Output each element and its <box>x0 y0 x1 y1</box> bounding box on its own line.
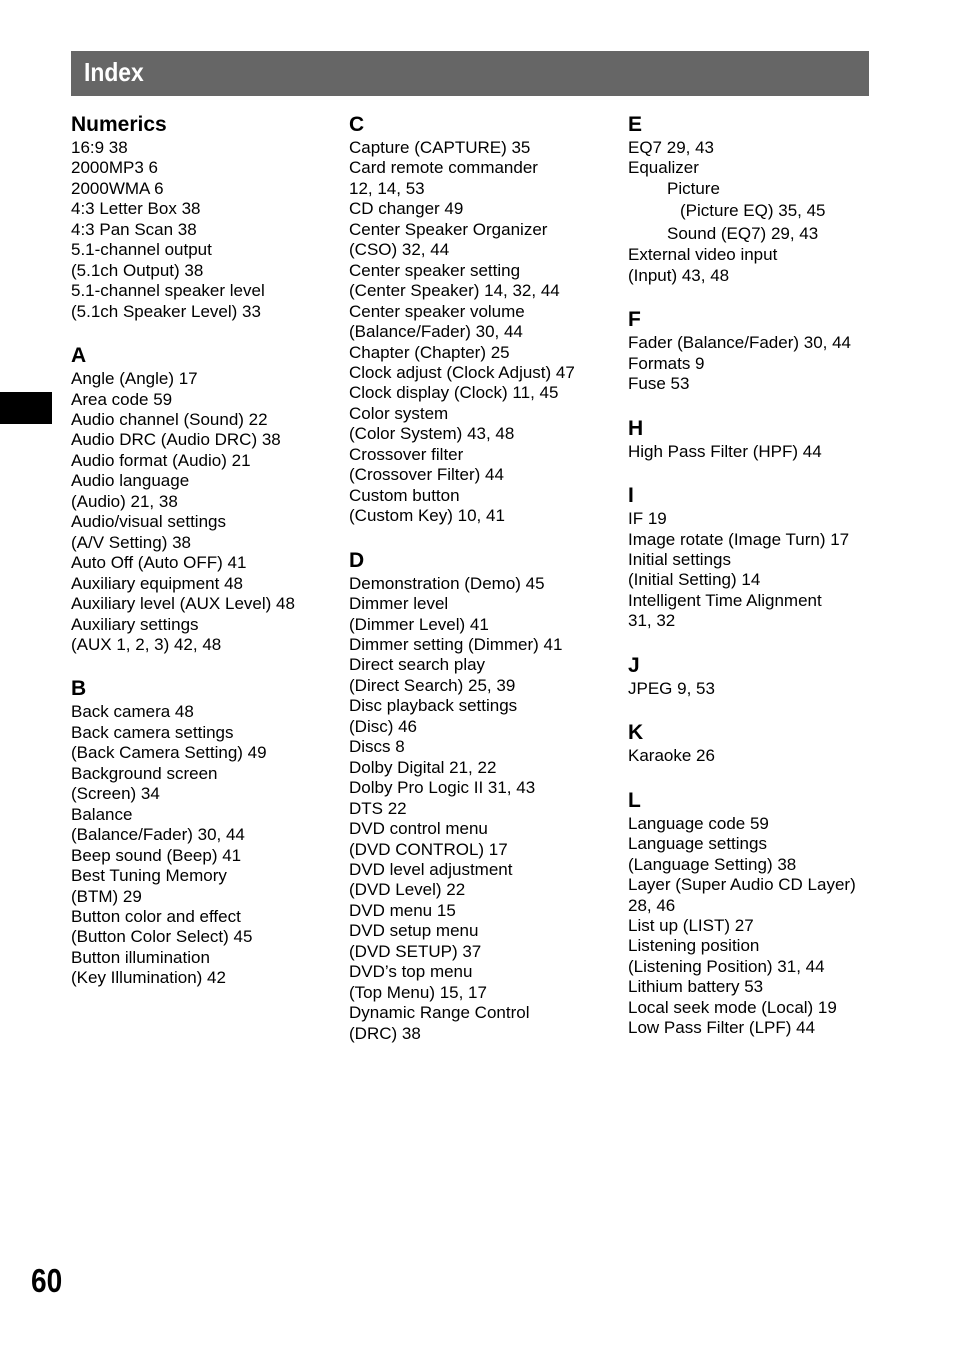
index-entry-list <box>628 746 898 766</box>
index-entry: Back camera settings <box>71 722 234 742</box>
index-title-banner <box>71 51 869 96</box>
index-entry: List up (LIST) 27 <box>628 915 754 935</box>
index-entry: Lithium battery 53 <box>628 977 764 997</box>
index-section <box>628 787 898 1039</box>
index-column-2 <box>349 111 619 1044</box>
index-entry-list <box>71 369 341 655</box>
section-heading: J <box>628 653 640 677</box>
index-entry: (Screen) 34 <box>71 784 160 804</box>
index-entry: (Key Illumination) 42 <box>71 968 226 988</box>
index-entry: Best Tuning Memory <box>71 866 227 886</box>
index-entry: Dynamic Range Control <box>349 1003 530 1023</box>
index-entry: 31, 32 <box>628 611 676 631</box>
index-entry: External video input <box>628 245 778 265</box>
section-heading: I <box>628 484 634 508</box>
index-entry: (A/V Setting) 38 <box>71 532 192 552</box>
index-entry: Picture <box>667 178 720 198</box>
index-entry: Auto Off (Auto OFF) 41 <box>71 553 247 573</box>
index-entry: (Crossover Filter) 44 <box>349 465 504 485</box>
index-entry: Auxiliary settings <box>71 614 199 634</box>
index-entry: Chapter (Chapter) 25 <box>349 342 510 362</box>
index-section <box>71 342 341 655</box>
index-entry: Fader (Balance/Fader) 30, 44 <box>628 333 852 353</box>
index-entry: Color system <box>349 403 449 423</box>
index-entry: (Color System) 43, 48 <box>349 424 515 444</box>
index-entry: Audio DRC (Audio DRC) 38 <box>71 430 281 450</box>
index-section <box>71 675 341 988</box>
index-entry: High Pass Filter (HPF) 44 <box>628 441 822 461</box>
index-entry: DVD menu 15 <box>349 900 456 920</box>
index-entry: Button illumination <box>71 947 210 967</box>
index-entry-list <box>628 442 898 462</box>
index-entry: Karaoke 26 <box>628 746 715 766</box>
index-entry: Card remote commander <box>349 158 538 178</box>
index-entry: (Balance/Fader) 30, 44 <box>349 322 523 342</box>
index-entry: (Audio) 21, 38 <box>71 491 178 511</box>
index-entry: Dimmer setting (Dimmer) 41 <box>349 634 563 654</box>
index-entry: Center speaker volume <box>349 301 525 321</box>
index-entry: (DVD CONTROL) 17 <box>349 839 508 859</box>
index-section <box>349 111 619 527</box>
index-entry: IF 19 <box>628 509 667 529</box>
section-heading: C <box>349 113 365 136</box>
index-entry: Clock display (Clock) 11, 45 <box>349 383 559 403</box>
index-section <box>628 652 898 699</box>
section-heading: A <box>71 344 87 368</box>
index-entry: Language code 59 <box>628 813 769 833</box>
index-entry: Area code 59 <box>71 389 173 409</box>
index-entry: Sound (EQ7) 29, 43 <box>667 224 819 244</box>
index-column-1 <box>71 111 341 989</box>
index-entry: (Initial Setting) 14 <box>628 570 761 590</box>
index-section <box>628 482 898 632</box>
index-entry: Fuse 53 <box>628 374 690 394</box>
index-entry: Audio language <box>71 471 190 491</box>
index-section <box>628 719 898 766</box>
index-entry: Center Speaker Organizer <box>349 219 548 239</box>
index-section <box>628 415 898 462</box>
section-heading: K <box>628 721 644 745</box>
index-entry: (DVD SETUP) 37 <box>349 941 482 961</box>
index-entry: (Balance/Fader) 30, 44 <box>71 825 245 845</box>
index-section <box>628 306 898 394</box>
index-entry: Dolby Pro Logic II 31, 43 <box>349 778 536 798</box>
index-entry: 4:3 Letter Box 38 <box>71 199 201 219</box>
index-entry: Clock adjust (Clock Adjust) 47 <box>349 362 575 382</box>
section-heading: Numerics <box>71 113 167 136</box>
index-entry: (Input) 43, 48 <box>628 265 730 285</box>
index-entry-list <box>628 138 898 286</box>
index-entry: (BTM) 29 <box>71 886 142 906</box>
index-entry-list <box>628 814 898 1039</box>
section-heading: D <box>349 548 365 572</box>
index-entry: 28, 46 <box>628 895 676 915</box>
index-entry: Beep sound (Beep) 41 <box>71 845 242 865</box>
index-entry: (Direct Search) 25, 39 <box>349 675 516 695</box>
index-entry: DVD’s top menu <box>349 962 473 982</box>
section-heading: L <box>628 788 641 812</box>
index-column-3 <box>628 111 898 1039</box>
index-entry: Audio/visual settings <box>71 512 226 532</box>
index-entry: (5.1ch Output) 38 <box>71 260 204 280</box>
index-entry: Balance <box>71 804 133 824</box>
index-section <box>349 547 619 1044</box>
index-entry: (AUX 1, 2, 3) 42, 48 <box>71 634 222 654</box>
index-entry: DVD control menu <box>349 819 488 839</box>
index-entry: Auxiliary equipment 48 <box>71 573 243 593</box>
index-entry: DVD setup menu <box>349 921 479 941</box>
index-entry: Center speaker setting <box>349 260 521 280</box>
page-number: 60 <box>31 1262 63 1299</box>
index-entry: 16:9 38 <box>71 138 128 157</box>
index-entry: (CSO) 32, 44 <box>349 240 450 260</box>
index-entry-list <box>349 138 619 527</box>
index-entry: Language settings <box>628 834 767 854</box>
index-section <box>628 111 898 286</box>
page-title: Index <box>84 57 144 87</box>
index-entry: Angle (Angle) 17 <box>71 369 198 389</box>
index-entry: JPEG 9, 53 <box>628 678 715 698</box>
index-entry: (DRC) 38 <box>349 1023 421 1043</box>
index-entry: Button color and effect <box>71 906 241 926</box>
index-entry: Local seek mode (Local) 19 <box>628 997 837 1017</box>
index-entry: Background screen <box>71 763 218 783</box>
index-entry: Audio channel (Sound) 22 <box>71 409 268 429</box>
index-entry: (Disc) 46 <box>349 716 418 736</box>
index-entry: CD changer 49 <box>349 199 464 219</box>
index-entry: (Listening Position) 31, 44 <box>628 956 825 976</box>
index-entry: Listening position <box>628 936 760 956</box>
index-entry: DTS 22 <box>349 798 407 818</box>
index-entry: (Picture EQ) 35, 45 <box>680 201 826 221</box>
index-entry: Back camera 48 <box>71 702 194 722</box>
index-entry: Demonstration (Demo) 45 <box>349 573 545 593</box>
index-entry-list <box>628 509 898 632</box>
index-entry-list <box>349 574 619 1044</box>
section-heading: B <box>71 677 87 701</box>
index-entry: (Dimmer Level) 41 <box>349 614 489 634</box>
index-entry: Capture (CAPTURE) 35 <box>349 138 531 157</box>
index-entry-list <box>71 702 341 988</box>
index-entry: Equalizer <box>628 158 699 178</box>
index-section <box>71 111 341 322</box>
index-entry: Intelligent Time Alignment <box>628 590 822 610</box>
index-entry: DVD level adjustment <box>349 859 513 879</box>
index-entry: 5.1-channel speaker level <box>71 281 265 301</box>
index-entry: 4:3 Pan Scan 38 <box>71 219 197 239</box>
index-entry: Discs 8 <box>349 737 405 757</box>
index-entry: Audio format (Audio) 21 <box>71 450 251 470</box>
section-heading: F <box>628 308 641 332</box>
index-entry-list <box>628 679 898 699</box>
index-entry: Custom button <box>349 485 460 505</box>
index-entry: Image rotate (Image Turn) 17 <box>628 529 850 549</box>
index-entry: Low Pass Filter (LPF) 44 <box>628 1018 816 1038</box>
index-entry: Crossover filter <box>349 444 464 464</box>
index-entry: (Back Camera Setting) 49 <box>71 743 267 763</box>
index-entry: 12, 14, 53 <box>349 178 425 198</box>
section-heading: H <box>628 416 644 440</box>
index-entry: (DVD Level) 22 <box>349 880 466 900</box>
index-entry: Dolby Digital 21, 22 <box>349 757 497 777</box>
index-entry: Layer (Super Audio CD Layer) <box>628 875 856 895</box>
index-entry: (Language Setting) 38 <box>628 854 797 874</box>
index-entry: 2000WMA 6 <box>71 178 164 198</box>
index-entry: Formats 9 <box>628 353 705 373</box>
index-entry: EQ7 29, 43 <box>628 138 715 157</box>
index-entry-list <box>71 138 341 322</box>
index-entry: Initial settings <box>628 549 731 569</box>
index-entry: Dimmer level <box>349 594 449 614</box>
index-entry: Disc playback settings <box>349 696 518 716</box>
section-heading: E <box>628 113 643 136</box>
index-entry-list <box>628 333 898 394</box>
index-entry: (5.1ch Speaker Level) 33 <box>71 301 261 321</box>
index-entry: 5.1-channel output <box>71 240 212 260</box>
index-entry: (Center Speaker) 14, 32, 44 <box>349 281 560 301</box>
index-entry: Direct search play <box>349 655 486 675</box>
index-entry: (Button Color Select) 45 <box>71 927 253 947</box>
index-entry: 2000MP3 6 <box>71 158 158 178</box>
section-tab-marker <box>0 392 52 424</box>
index-entry: Auxiliary level (AUX Level) 48 <box>71 594 295 614</box>
index-entry: (Top Menu) 15, 17 <box>349 982 487 1002</box>
index-entry: (Custom Key) 10, 41 <box>349 506 505 526</box>
